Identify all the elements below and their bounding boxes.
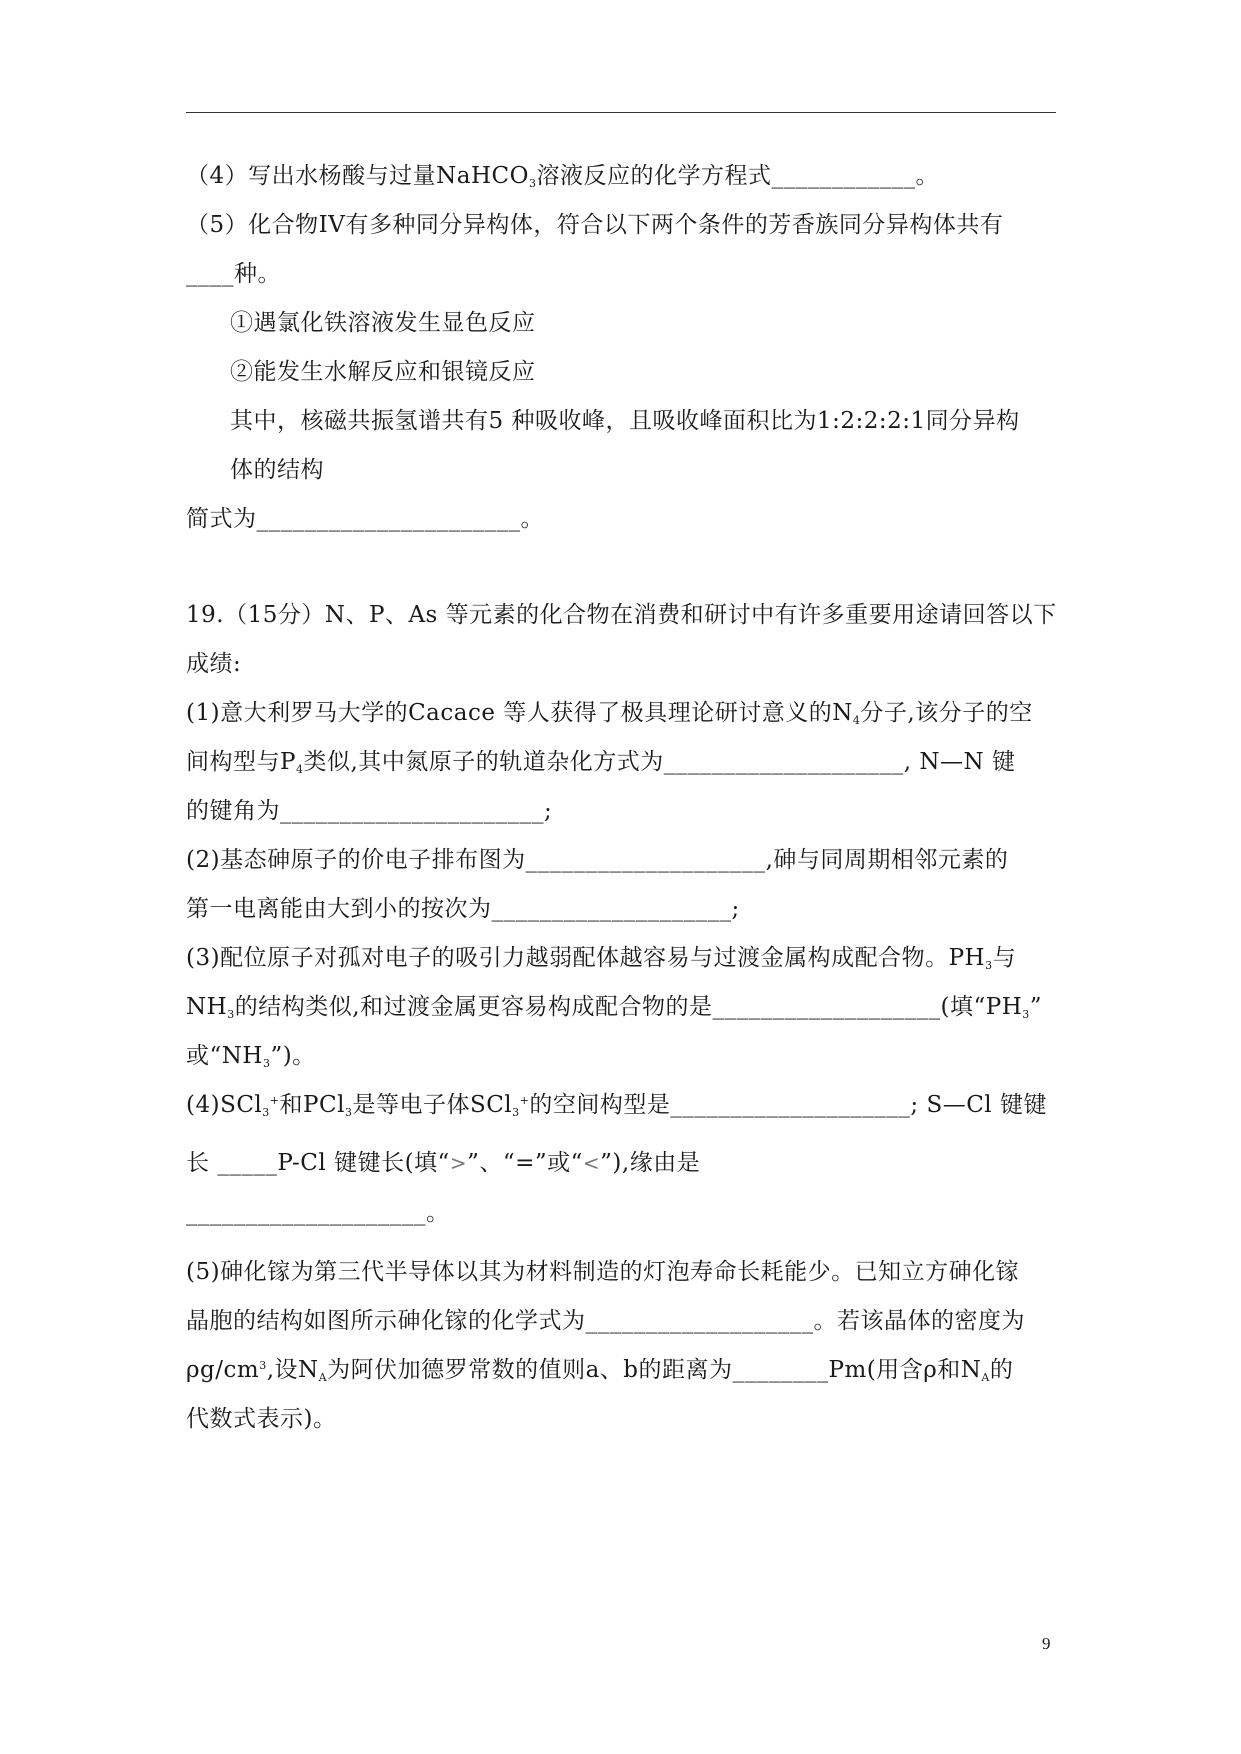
text: 间构型与P — [186, 749, 296, 775]
q19-part2-line2 — [186, 894, 740, 924]
q19-part3-line1 — [186, 943, 1016, 973]
q19-part4-line3 — [186, 1198, 450, 1228]
q18-part5-line4: 体的结构 — [230, 457, 324, 483]
q19-intro-line1: 19.（15分）N、P、As 等元素的化合物在消费和研讨中有许多重要用途请回答以下 — [186, 602, 1057, 628]
q19-part5-line3 — [186, 1355, 1013, 1385]
q19-part4-line2 — [186, 1148, 700, 1178]
subscript: A — [981, 1371, 990, 1384]
header-rule — [186, 112, 1056, 113]
text: N—N 键 — [911, 749, 1016, 775]
answer-blank[interactable]: ____________________, — [663, 749, 912, 775]
superscript: + — [519, 1094, 530, 1107]
answer-blank[interactable]: ____ — [186, 261, 234, 287]
text: (1)意大利罗马大学的Cacace 等人获得了极具理论研讨意义的N — [186, 700, 853, 726]
text: 与 — [992, 945, 1017, 971]
text: 砷与同周期相邻元素的 — [773, 847, 1009, 873]
subscript: 3 — [262, 1057, 271, 1070]
q18-condition-1: ①遇氯化铁溶液发生显色反应 — [230, 310, 536, 336]
subscript: 3 — [1022, 1008, 1030, 1021]
answer-blank[interactable]: ____________________ — [186, 1200, 426, 1226]
q19-part5-line2 — [186, 1306, 1025, 1336]
text: ”、“=”或“ — [467, 1150, 583, 1176]
text: 的 — [989, 1357, 1014, 1383]
q18-part5-line1: （5）化合物IV有多种同分异构体，符合以下两个条件的芳香族同分异构体共有 — [186, 212, 1004, 238]
text: ” — [1029, 994, 1043, 1020]
text: (3)配位原子对孤对电子的吸引力越弱配体越容易与过渡金属构成配合物。PH — [186, 945, 986, 971]
q18-part5-line5 — [186, 504, 544, 534]
text: 种。 — [234, 261, 281, 287]
subscript: 4 — [295, 763, 304, 776]
text: P-Cl 键键长(填“ — [277, 1150, 450, 1176]
text: 。 — [426, 1200, 450, 1226]
text: Pm(用含ρ和N — [828, 1357, 982, 1383]
text: ”)。 — [270, 1043, 316, 1069]
answer-blank[interactable]: ______________________ — [256, 506, 521, 532]
answer-blank[interactable]: ____________________, — [525, 847, 774, 873]
text: 的空间构型是 — [529, 1092, 671, 1118]
text: ρg/cm — [186, 1357, 260, 1383]
answer-blank[interactable]: ____________ — [771, 163, 916, 189]
subscript: 3 — [985, 959, 993, 972]
page-number: 9 — [1042, 1634, 1051, 1653]
text: ,设N — [266, 1357, 319, 1383]
text: 。 — [915, 163, 939, 189]
text: 是等电子体SCl — [352, 1092, 513, 1118]
subscript: 3 — [512, 1106, 520, 1119]
q19-part1-line1 — [186, 698, 1033, 728]
superscript: 3 — [259, 1359, 267, 1372]
answer-blank[interactable]: ________ — [732, 1357, 829, 1383]
q19-part2-line1 — [186, 845, 1008, 875]
text: 的结构类似,和过渡金属更容易构成配合物的是 — [234, 994, 713, 1020]
text: 和PCl — [279, 1092, 345, 1118]
text: S—Cl 键键 — [918, 1092, 1047, 1118]
subscript: A — [318, 1371, 328, 1384]
text: 的键角为 — [186, 798, 280, 824]
text: 或“NH — [186, 1043, 263, 1069]
text: 为阿伏加德罗常数的值则a、b的距离为 — [327, 1357, 733, 1383]
text: NH — [186, 994, 228, 1020]
subscript: 3 — [344, 1106, 353, 1119]
text: 类似,其中氮原子的轨道杂化方式为 — [303, 749, 664, 775]
text: 分子,该分子的空 — [860, 700, 1033, 726]
q18-part5-line3: 其中，核磁共振氢谱共有5 种吸收峰，且吸收峰面积比为1:2:2:2:1同分异构 — [230, 408, 1020, 434]
subscript: 3 — [528, 177, 537, 190]
text: 。若该晶体的密度为 — [813, 1308, 1025, 1334]
q18-part4-line — [186, 161, 939, 191]
text: 溶液反应的化学方程式 — [536, 163, 772, 189]
text: 。 — [520, 506, 544, 532]
text: 晶胞的结构如图所示砷化镓的化学式为 — [186, 1308, 586, 1334]
text: (2)基态砷原子的价电子排布图为 — [186, 847, 526, 873]
subscript: 4 — [852, 714, 861, 727]
text: 第一电离能由大到小的按次为 — [186, 896, 492, 922]
subscript: 3 — [262, 1106, 270, 1119]
q19-part3-line2 — [186, 992, 1042, 1022]
answer-blank[interactable]: ____________________; — [491, 896, 740, 922]
q19-part1-line2 — [186, 747, 1015, 777]
answer-blank[interactable]: ______________________; — [280, 798, 553, 824]
q18-part5-line2 — [186, 259, 281, 289]
text: ”),缘由是 — [600, 1150, 701, 1176]
answer-blank[interactable]: ___________________ — [712, 994, 941, 1020]
answer-blank[interactable]: ____________________; — [670, 1092, 919, 1118]
answer-blank[interactable]: ___________________ — [585, 1308, 814, 1334]
q19-part5-line1: (5)砷化镓为第三代半导体以其为材料制造的灯泡寿命长耗能少。已知立方砷化镓 — [186, 1259, 1020, 1285]
q19-part3-line3 — [186, 1041, 316, 1071]
superscript: + — [269, 1094, 280, 1107]
q18-condition-2: ②能发生水解反应和银镜反应 — [230, 359, 536, 385]
text: (填“PH — [940, 994, 1023, 1020]
text: 长 — [186, 1150, 218, 1176]
text: 简式为 — [186, 506, 257, 532]
q19-part1-line3 — [186, 796, 552, 826]
greater-than-symbol: > — [449, 1151, 468, 1175]
q19-part5-line4: 代数式表示)。 — [186, 1406, 337, 1432]
q19-intro-line2: 成绩: — [186, 651, 242, 677]
subscript: 3 — [227, 1008, 235, 1021]
less-than-symbol: < — [582, 1151, 601, 1175]
q19-part4-line1 — [186, 1090, 1047, 1120]
text: (4)SCl — [186, 1092, 263, 1118]
answer-blank[interactable]: _____ — [217, 1150, 278, 1176]
text: （4）写出水杨酸与过量NaHCO — [186, 163, 529, 189]
